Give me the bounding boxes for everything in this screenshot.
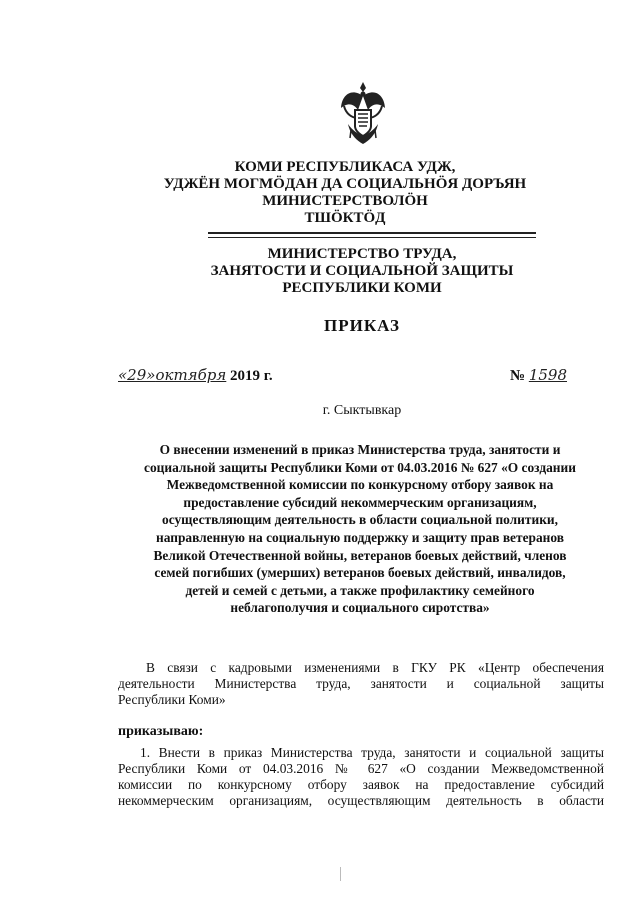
coat-of-arms-emblem <box>338 80 388 146</box>
komi-header-line: МИНИСТЕРСТВОЛÖН <box>262 193 428 209</box>
subject-line: семей погибших (умерших) ветеранов боевых действий, инвалидов, <box>154 565 566 581</box>
date-month: октября <box>155 366 227 384</box>
date-year: 2019 г. <box>230 368 273 384</box>
date-day: «29» <box>118 366 156 384</box>
paragraph-line: В связи с кадровыми изменениями в ГКУ РК «Центр обеспечения <box>146 660 604 675</box>
komi-ministry-header <box>0 159 640 227</box>
order-directive-word: приказываю: <box>118 724 204 739</box>
paragraph-line: Республики Коми от 04.03.2016 № 627 «О создании Межведомственной <box>118 761 604 776</box>
header-divider-thin <box>208 237 536 238</box>
subject-line: О внесении изменений в приказ Министерства труда, занятости и <box>159 442 561 457</box>
preamble-paragraph <box>118 660 604 708</box>
komi-header-line: ТШÖКТÖД <box>304 210 386 226</box>
ru-header-line: ЗАНЯТОСТИ И СОЦИАЛЬНОЙ ЗАЩИТЫ <box>210 263 514 279</box>
paragraph-line: Республики Коми» <box>118 692 226 707</box>
number-value: 1598 <box>528 366 568 384</box>
subject-line: осуществляющим деятельность в области социальной политики, <box>162 512 558 528</box>
header-divider-thick <box>208 232 536 234</box>
paragraph-line: некоммерческим организациям, осуществляющим деятельность в области <box>118 793 604 808</box>
ru-header-line: МИНИСТЕРСТВО ТРУДА, <box>267 246 457 262</box>
document-date <box>118 366 273 385</box>
subject-line: социальной защиты Республики Коми от 04.03.2016 № 627 «О создании <box>144 459 576 475</box>
komi-header-line: УДЖЁН МОГМÖДАН ДА СОЦИАЛЬНÖЯ ДОРЪЯН <box>163 176 527 192</box>
order-clause-paragraph <box>118 745 604 809</box>
subject-line: неблагополучия и социального сиротства» <box>230 600 490 616</box>
paragraph-line: деятельности Министерства труда, занятости и социальной защиты <box>118 676 604 691</box>
subject-line: Межведомственной комиссии по конкурсному отбору заявок на <box>166 477 554 493</box>
paragraph-line: комиссии по конкурсному отбору заявок на предоставление субсидий <box>118 777 604 792</box>
subject-line: детей и семей с детьми, а также профилактику семейного <box>185 582 535 598</box>
subject-line: Великой Отечественной войны, ветеранов боевых действий, членов <box>153 547 567 563</box>
russian-ministry-header <box>0 246 640 297</box>
komi-header-line: КОМИ РЕСПУБЛИКАСА УДЖ, <box>234 159 456 175</box>
document-number <box>510 366 567 385</box>
subject-line: предоставление субсидий некоммерческим организациям, <box>183 494 537 510</box>
scan-artifact-mark <box>340 867 341 881</box>
number-label: № <box>510 368 526 384</box>
document-type-title: ПРИКАЗ <box>324 316 400 335</box>
subject-line: направленную на социальную поддержку и защиту прав ветеранов <box>156 529 564 545</box>
paragraph-line: 1. Внести в приказ Министерства труда, занятости и социальной защиты <box>140 745 604 760</box>
city-name: г. Сыктывкар <box>322 403 402 418</box>
ru-header-line: РЕСПУБЛИКИ КОМИ <box>282 280 442 296</box>
order-subject <box>112 441 608 617</box>
